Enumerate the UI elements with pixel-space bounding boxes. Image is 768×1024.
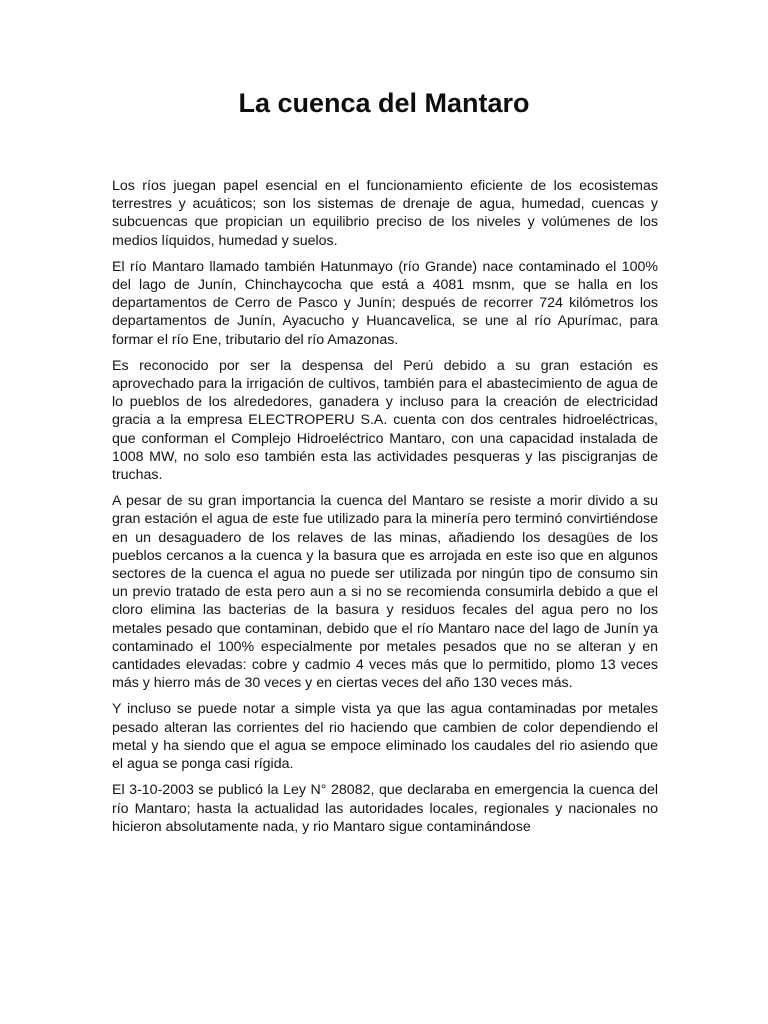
paragraph-3: Es reconocido por ser la despensa del Perú debido a su gran estación es aprovechado para la irrigación de cultivos, también para el abastecimiento de agua de lo pueblos de los alrededores, ganadera y incluso para la creación de electricidad gracia a la empresa ELECTROPERU S.A. cuenta con dos centrales hidroeléctricas, que conforman el Complejo Hidroeléctrico Mantaro, con una capacidad instalada de 1008 MW, no solo eso también esta las actividades pesqueras y las piscigranjas de truchas. xyxy=(112,357,658,484)
paragraph-2: El río Mantaro llamado también Hatunmayo (río Grande) nace contaminado el 100% del lago de Junín, Chinchaycocha que está a 4081 msnm, que se halla en los departamentos de Cerro de Pasco y Junín; después de recorrer 724 kilómetros los departamentos de Junín, Ayacucho y Huancavelica, se une al río Apurímac, para formar el río Ene, tributario del río Amazonas. xyxy=(112,258,658,348)
paragraph-5: Y incluso se puede notar a simple vista ya que las agua contaminadas por metales pesado alteran las corrientes del rio haciendo que cambien de color dependiendo el metal y ha siendo que el agua se empoce eliminado los caudales del rio asiendo que el agua se ponga casi rígida. xyxy=(112,701,658,773)
document-title: La cuenca del Mantaro xyxy=(238,88,530,118)
paragraph-6: El 3-10-2003 se publicó la Ley N° 28082, que declaraba en emergencia la cuenca del río Mantaro; hasta la actualidad las autoridades locales, regionales y nacionales no hicieron absolutamente nada, y rio Mantaro sigue contaminándose xyxy=(112,782,658,835)
paragraph-4: A pesar de su gran importancia la cuenca del Mantaro se resiste a morir divido a su gran estación el agua de este fue utilizado para la minería pero terminó convirtiéndose en un desaguadero de los relaves de las minas, añadiendo los desagües de los pueblos cercanos a la cuenca y la basura que es arrojada en este iso que en algunos sectores de la cuenca el agua no puede ser utilizada por ningún tipo de consumo sin un previo tratado de esta pero aun a si no se recomienda consumirla debido a que el cloro elimina las bacterias de la basura y residuos fecales del agua pero no los metales pesado que contaminan, debido que el río Mantaro nace del lago de Junín ya contaminado el 100% especialmente por metales pesados que no se alteran y en cantidades elevadas: cobre y cadmio 4 veces más que lo permitido, plomo 13 veces más y hierro más de 30 veces y en ciertas veces del año 130 veces más. xyxy=(112,493,658,692)
document-body xyxy=(112,177,658,844)
paragraph-1: Los ríos juegan papel esencial en el funcionamiento eficiente de los ecosistemas terrestres y acuáticos; son los sistemas de drenaje de agua, humedad, cuencas y subcuencas que propician un equilibrio preciso de los niveles y volúmenes de los medios líquidos, humedad y suelos. xyxy=(112,178,658,249)
